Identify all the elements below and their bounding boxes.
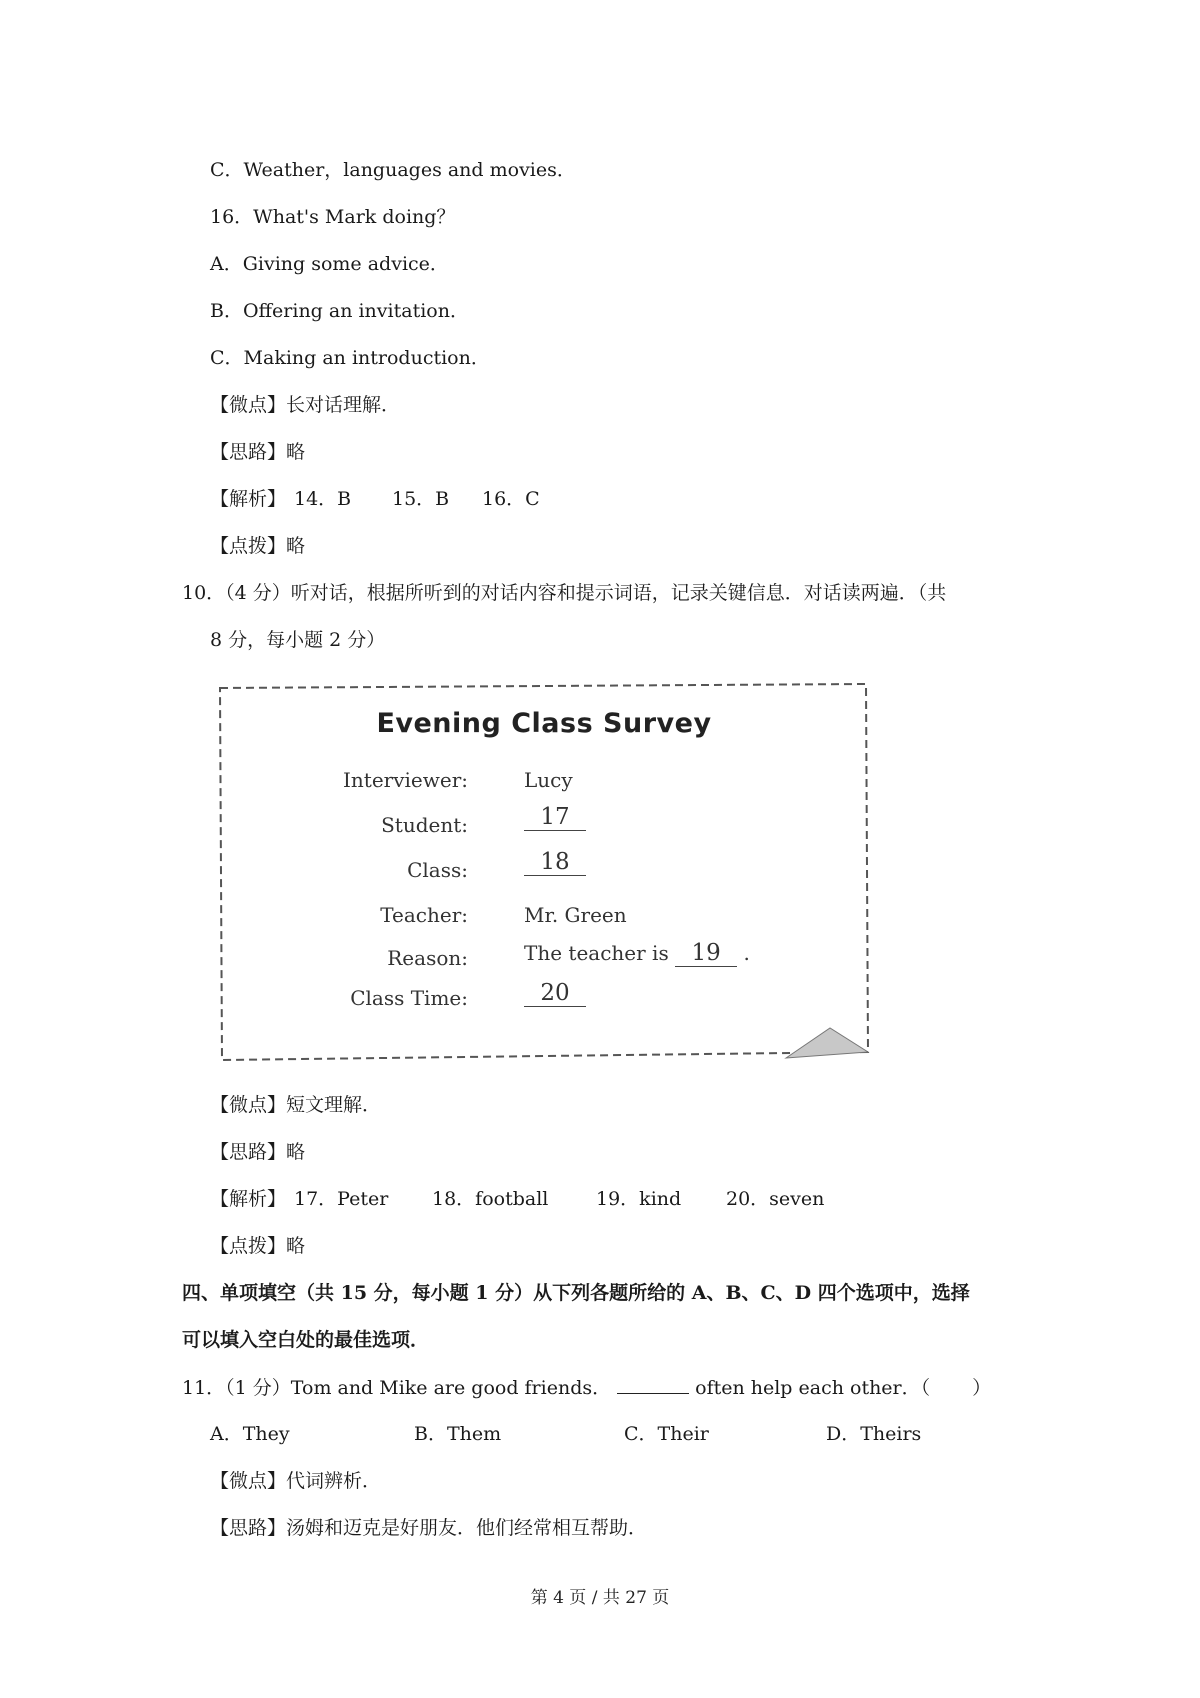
- q11-options: [210, 1422, 970, 1446]
- survey-blank-student: [524, 804, 586, 831]
- page-footer: 第 4 页 / 共 27 页: [530, 1588, 670, 1608]
- q16-option-b: B．Offering an invitation．: [210, 300, 469, 322]
- q11-stem: [182, 1375, 991, 1400]
- survey-blank-class: [524, 849, 586, 876]
- survey-label-teacher: Teacher:: [380, 903, 468, 927]
- q15-option-c: C．Weather，languages and movies．: [210, 159, 576, 181]
- answer-16: 16．C: [482, 488, 540, 510]
- q14-16-weidian: 【微点】长对话理解．: [210, 394, 401, 416]
- q11-stem-part2: often help each other．（: [695, 1377, 931, 1399]
- answer-20: 20．seven: [726, 1188, 825, 1210]
- q17-20-weidian: 【微点】短文理解．: [210, 1094, 382, 1116]
- answer-17: 17．Peter: [294, 1188, 389, 1210]
- evening-class-survey-card: [218, 682, 870, 1064]
- survey-label-student: Student:: [381, 813, 468, 837]
- q17-20-jiexi: [210, 1187, 910, 1211]
- q11-option-c: C．Their: [624, 1423, 709, 1445]
- q11-answer-blank: [617, 1375, 689, 1394]
- survey-value-reason: [524, 940, 750, 967]
- folded-corner-icon: [786, 1028, 868, 1058]
- answer-18: 18．football: [432, 1188, 549, 1210]
- q11-option-a: A．They: [210, 1423, 290, 1445]
- q11-silu: 【思路】汤姆和迈克是好朋友．他们经常相互帮助．: [210, 1517, 648, 1539]
- q16-option-a: A．Giving some advice．: [210, 253, 449, 275]
- answer-15: 15．B: [392, 488, 450, 510]
- blank-number-19: 19: [675, 940, 737, 967]
- blank-number-17: 17: [524, 804, 586, 831]
- section4-heading-line1: 四、单项填空（共 15 分，每小题 1 分）从下列各题所给的 A、B、C、D 四个选项中，选择: [182, 1282, 970, 1304]
- q17-20-dianbo: 【点拨】略: [210, 1235, 306, 1257]
- q14-16-silu: 【思路】略: [210, 441, 306, 463]
- q11-option-b: B．Them: [414, 1423, 502, 1445]
- survey-label-class: Class:: [407, 858, 468, 882]
- answer-19: 19．kind: [596, 1188, 682, 1210]
- section4-heading-line2: 可以填入空白处的最佳选项．: [182, 1329, 430, 1351]
- q16-stem: 16．What's Mark doing？: [210, 206, 456, 228]
- blank-number-18: 18: [524, 849, 586, 876]
- reason-suffix: .: [743, 941, 750, 965]
- q11-stem-part1: 11．（1 分）Tom and Mike are good friends．: [182, 1377, 612, 1399]
- blank-number-20: 20: [524, 980, 586, 1007]
- survey-label-interviewer: Interviewer:: [343, 768, 468, 792]
- q10-stem-line2: 8 分，每小题 2 分）: [210, 629, 386, 651]
- q10-stem-line1: 10．（4 分）听对话，根据所听到的对话内容和提示词语，记录关键信息．对话读两遍．（共: [182, 582, 947, 604]
- reason-prefix: The teacher is: [524, 941, 669, 965]
- q16-option-c: C．Making an introduction．: [210, 347, 490, 369]
- survey-value-teacher: Mr. Green: [524, 903, 627, 927]
- q17-20-silu: 【思路】略: [210, 1141, 306, 1163]
- q11-option-d: D．Theirs: [826, 1423, 922, 1445]
- q14-16-dianbo: 【点拨】略: [210, 535, 306, 557]
- answer-14: 14．B: [294, 488, 352, 510]
- q11-stem-part3: ）: [972, 1377, 992, 1399]
- survey-title: Evening Class Survey: [376, 708, 712, 739]
- survey-label-class-time: Class Time:: [350, 986, 468, 1010]
- jiexi-label: 【解析】: [210, 488, 287, 510]
- survey-label-reason: Reason:: [387, 946, 468, 970]
- survey-value-interviewer: Lucy: [524, 768, 573, 792]
- survey-blank-class-time: [524, 980, 586, 1007]
- q14-16-jiexi: [210, 487, 610, 511]
- q11-weidian: 【微点】代词辨析．: [210, 1470, 382, 1492]
- jiexi-label: 【解析】: [210, 1188, 287, 1210]
